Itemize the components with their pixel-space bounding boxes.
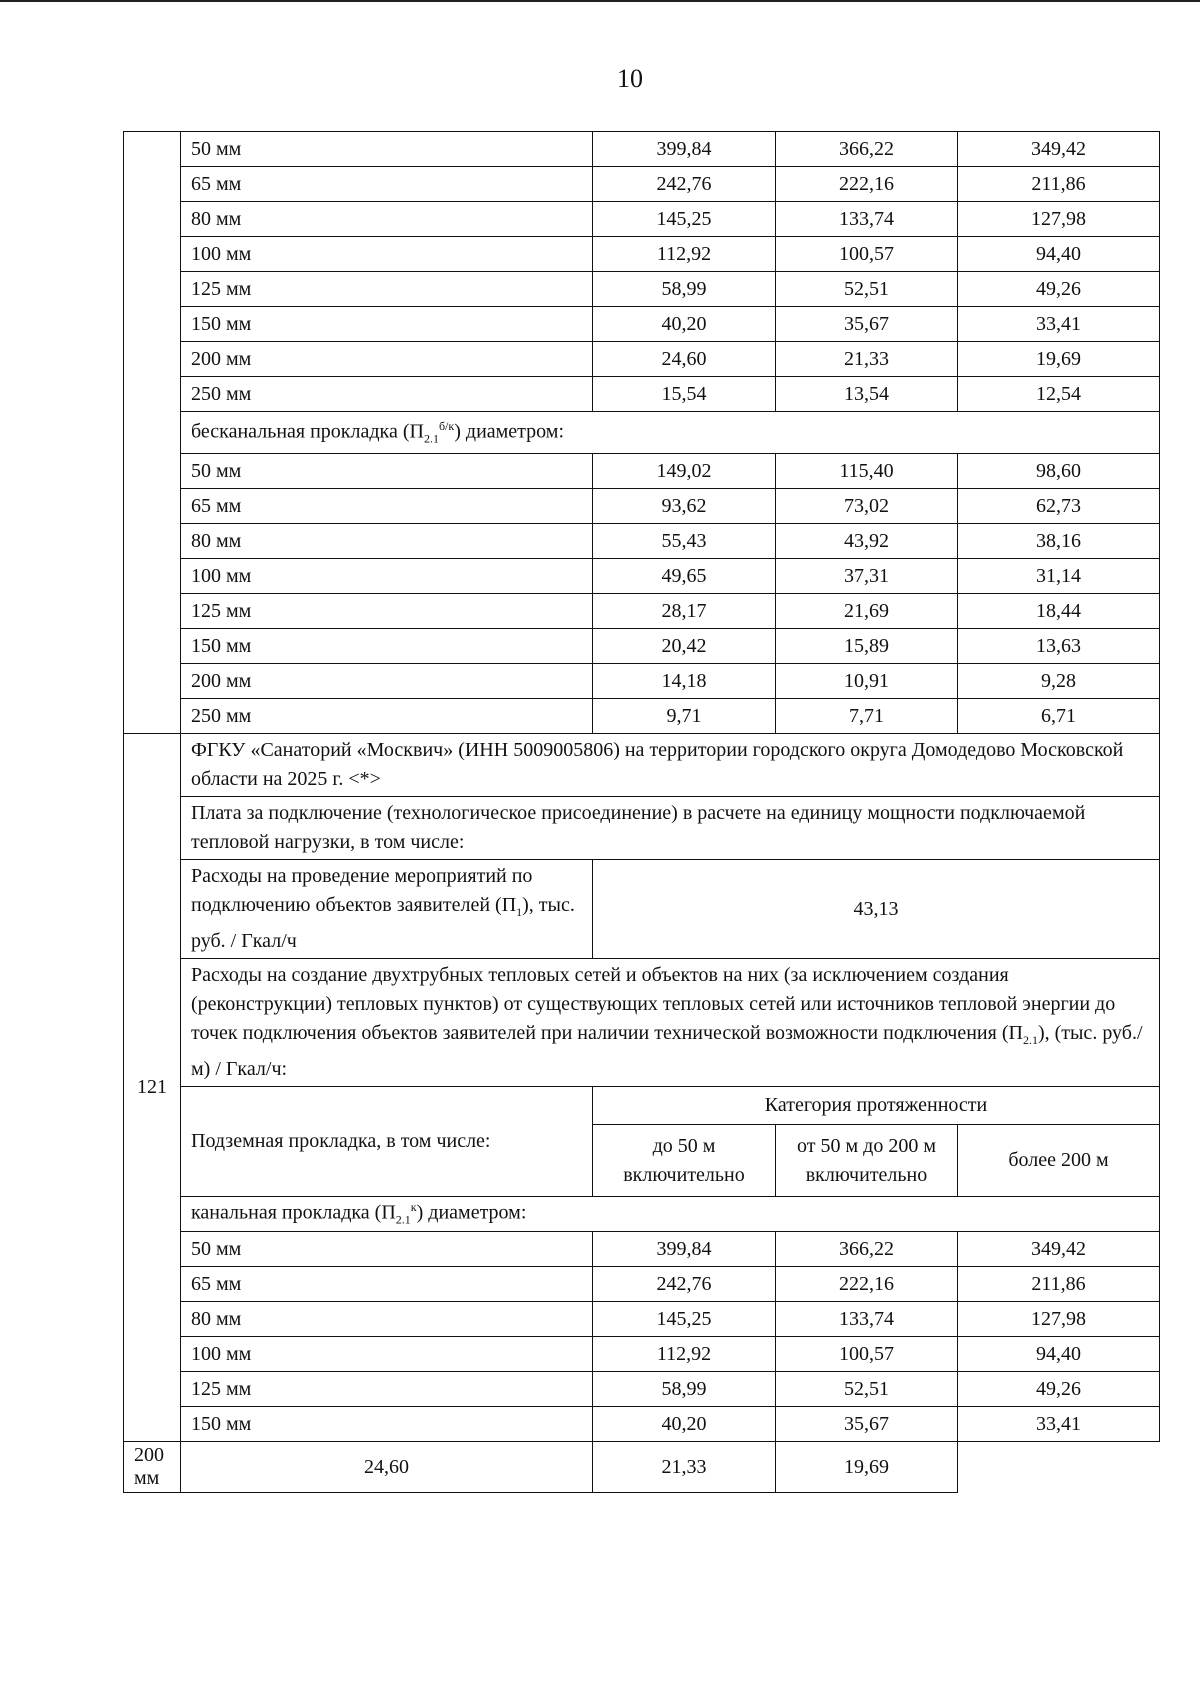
table-row xyxy=(124,202,1160,237)
value-cell: 19,69 xyxy=(776,1442,958,1493)
table-row xyxy=(124,342,1160,377)
table-row xyxy=(124,1372,1160,1407)
channel-heading xyxy=(181,1197,1160,1232)
table-row xyxy=(124,559,1160,594)
p21-suffix: ), (тыс. руб./м) / Гкал/ч: xyxy=(191,1022,1143,1080)
diameter-cell: 150 мм xyxy=(181,629,593,664)
value-cell: 58,99 xyxy=(593,272,776,307)
channelless-heading xyxy=(181,412,1160,454)
p21-row xyxy=(124,959,1160,1087)
value-cell: 58,99 xyxy=(593,1372,776,1407)
p1-subscript: 1 xyxy=(516,905,523,919)
table-row xyxy=(124,237,1160,272)
value-cell: 145,25 xyxy=(593,202,776,237)
value-cell: 94,40 xyxy=(958,237,1160,272)
value-cell: 73,02 xyxy=(776,489,958,524)
value-cell: 6,71 xyxy=(958,699,1160,734)
table-row xyxy=(124,489,1160,524)
value-cell: 242,76 xyxy=(593,1267,776,1302)
value-cell: 19,69 xyxy=(958,342,1160,377)
value-cell: 52,51 xyxy=(776,1372,958,1407)
channelless-heading-subscript: 2.1 xyxy=(423,431,439,446)
diameter-cell: 125 мм xyxy=(181,272,593,307)
value-cell: 40,20 xyxy=(593,307,776,342)
table-row xyxy=(124,699,1160,734)
p21-description xyxy=(181,959,1160,1087)
value-cell: 21,69 xyxy=(776,594,958,629)
value-cell: 9,71 xyxy=(593,699,776,734)
diameter-cell: 200 мм xyxy=(181,664,593,699)
value-cell: 24,60 xyxy=(593,342,776,377)
value-cell: 399,84 xyxy=(593,132,776,167)
diameter-cell: 80 мм xyxy=(181,202,593,237)
value-cell: 62,73 xyxy=(958,489,1160,524)
value-cell: 10,91 xyxy=(776,664,958,699)
table-row xyxy=(124,629,1160,664)
table-row xyxy=(124,132,1160,167)
diameter-cell: 100 мм xyxy=(181,237,593,272)
table-row xyxy=(124,167,1160,202)
value-cell: 222,16 xyxy=(776,167,958,202)
diameter-cell: 50 мм xyxy=(181,1232,593,1267)
value-cell: 15,54 xyxy=(593,377,776,412)
value-cell: 112,92 xyxy=(593,1337,776,1372)
tariff-table xyxy=(123,131,1160,1493)
value-cell: 35,67 xyxy=(776,1407,958,1442)
value-cell: 399,84 xyxy=(593,1232,776,1267)
value-cell: 37,31 xyxy=(776,559,958,594)
entry-title: ФГКУ «Санаторий «Москвич» (ИНН 5009005806) на территории городского округа Домодедово Московской области на 2025 г. <*> xyxy=(181,734,1160,797)
diameter-cell: 150 мм xyxy=(181,307,593,342)
diameter-cell: 200 мм xyxy=(124,1442,181,1493)
category-header-row xyxy=(124,1087,1160,1125)
diameter-cell: 65 мм xyxy=(181,167,593,202)
value-cell: 145,25 xyxy=(593,1302,776,1337)
value-cell: 93,62 xyxy=(593,489,776,524)
value-cell: 49,65 xyxy=(593,559,776,594)
diameter-cell: 100 мм xyxy=(181,1337,593,1372)
value-cell: 12,54 xyxy=(958,377,1160,412)
value-cell: 211,86 xyxy=(958,167,1160,202)
channel-heading-superscript: к xyxy=(410,1200,417,1215)
table-row xyxy=(124,664,1160,699)
previous-entry-index-cell xyxy=(124,132,181,734)
fee-description: Плата за подключение (технологическое присоединение) в расчете на единицу мощности подключаемой тепловой нагрузки, в том числе: xyxy=(181,797,1160,860)
value-cell: 49,26 xyxy=(958,1372,1160,1407)
tariff-table-body xyxy=(124,132,1160,1493)
p1-label xyxy=(181,860,593,959)
value-cell: 20,42 xyxy=(593,629,776,664)
value-cell: 94,40 xyxy=(958,1337,1160,1372)
value-cell: 55,43 xyxy=(593,524,776,559)
table-row xyxy=(124,1337,1160,1372)
category-header: Категория протяженности xyxy=(593,1087,1160,1125)
channel-heading-suffix: ) диаметром: xyxy=(416,1201,527,1224)
value-cell: 349,42 xyxy=(958,1232,1160,1267)
value-cell: 127,98 xyxy=(958,1302,1160,1337)
p21-text: Расходы на создание двухтрубных тепловых сетей и объектов на них (за исключением создания (реконструкции) тепловых пунктов) от существующих тепловых сетей или источников тепловой энергии до точек подключения объектов заявителей при наличии технической возможности подключения (П xyxy=(191,964,1116,1044)
value-cell: 35,67 xyxy=(776,307,958,342)
diameter-cell: 100 мм xyxy=(181,559,593,594)
diameter-cell: 200 мм xyxy=(181,342,593,377)
category-name: до 50 м включительно xyxy=(593,1125,776,1197)
p21-subscript: 2.1 xyxy=(1022,1033,1038,1047)
fee-description-row xyxy=(124,797,1160,860)
table-row xyxy=(124,1267,1160,1302)
diameter-cell: 250 мм xyxy=(181,699,593,734)
value-cell: 40,20 xyxy=(593,1407,776,1442)
value-cell: 38,16 xyxy=(958,524,1160,559)
p1-value: 43,13 xyxy=(593,860,1160,959)
table-row xyxy=(124,307,1160,342)
value-cell: 112,92 xyxy=(593,237,776,272)
value-cell: 21,33 xyxy=(593,1442,776,1493)
value-cell: 133,74 xyxy=(776,1302,958,1337)
table-row xyxy=(124,1302,1160,1337)
table-row xyxy=(124,272,1160,307)
value-cell: 133,74 xyxy=(776,202,958,237)
value-cell: 98,60 xyxy=(958,454,1160,489)
page-number: 10 xyxy=(617,64,643,93)
diameter-cell: 65 мм xyxy=(181,1267,593,1302)
value-cell: 149,02 xyxy=(593,454,776,489)
value-cell: 242,76 xyxy=(593,167,776,202)
table-row xyxy=(124,524,1160,559)
value-cell: 28,17 xyxy=(593,594,776,629)
diameter-cell: 80 мм xyxy=(181,524,593,559)
diameter-cell: 80 мм xyxy=(181,1302,593,1337)
value-cell: 13,54 xyxy=(776,377,958,412)
p1-row xyxy=(124,860,1160,959)
category-name: более 200 м xyxy=(958,1125,1160,1197)
value-cell: 115,40 xyxy=(776,454,958,489)
value-cell: 15,89 xyxy=(776,629,958,664)
table-row xyxy=(124,1407,1160,1442)
diameter-cell: 125 мм xyxy=(181,1372,593,1407)
value-cell: 31,14 xyxy=(958,559,1160,594)
value-cell: 52,51 xyxy=(776,272,958,307)
entry-title-row xyxy=(124,734,1160,797)
p1-label-suffix: ), тыс. руб. / Гкал/ч xyxy=(191,894,575,952)
value-cell: 366,22 xyxy=(776,1232,958,1267)
channelless-heading-superscript: б/к xyxy=(438,418,455,433)
channel-heading-text: канальная прокладка (П xyxy=(191,1201,396,1224)
value-cell: 127,98 xyxy=(958,202,1160,237)
diameter-cell: 250 мм xyxy=(181,377,593,412)
value-cell: 100,57 xyxy=(776,1337,958,1372)
value-cell: 14,18 xyxy=(593,664,776,699)
value-cell: 349,42 xyxy=(958,132,1160,167)
entry-number: 121 xyxy=(124,734,181,1442)
table-row xyxy=(124,377,1160,412)
value-cell: 33,41 xyxy=(958,1407,1160,1442)
diameter-cell: 125 мм xyxy=(181,594,593,629)
value-cell: 7,71 xyxy=(776,699,958,734)
value-cell: 222,16 xyxy=(776,1267,958,1302)
value-cell: 211,86 xyxy=(958,1267,1160,1302)
diameter-cell: 50 мм xyxy=(181,132,593,167)
table-row xyxy=(124,1442,1160,1493)
value-cell: 43,92 xyxy=(776,524,958,559)
category-name: от 50 м до 200 м включительно xyxy=(776,1125,958,1197)
section-heading-row xyxy=(124,1197,1160,1232)
diameter-cell: 50 мм xyxy=(181,454,593,489)
value-cell: 9,28 xyxy=(958,664,1160,699)
diameter-cell: 150 мм xyxy=(181,1407,593,1442)
underground-label: Подземная прокладка, в том числе: xyxy=(181,1087,593,1197)
diameter-cell: 65 мм xyxy=(181,489,593,524)
value-cell: 100,57 xyxy=(776,237,958,272)
table-row xyxy=(124,454,1160,489)
scan-edge-line xyxy=(0,0,1200,2)
value-cell: 366,22 xyxy=(776,132,958,167)
channel-heading-subscript: 2.1 xyxy=(395,1212,411,1227)
value-cell: 18,44 xyxy=(958,594,1160,629)
section-heading-row xyxy=(124,412,1160,454)
p1-label-text: Расходы на проведение мероприятий по подключению объектов заявителей (П xyxy=(191,865,533,916)
value-cell: 24,60 xyxy=(181,1442,593,1493)
value-cell: 21,33 xyxy=(776,342,958,377)
table-row xyxy=(124,594,1160,629)
channelless-heading-text: бесканальная прокладка (П xyxy=(191,420,424,443)
value-cell: 49,26 xyxy=(958,272,1160,307)
value-cell: 13,63 xyxy=(958,629,1160,664)
table-row xyxy=(124,1232,1160,1267)
value-cell: 33,41 xyxy=(958,307,1160,342)
channelless-heading-suffix: ) диаметром: xyxy=(454,420,564,443)
